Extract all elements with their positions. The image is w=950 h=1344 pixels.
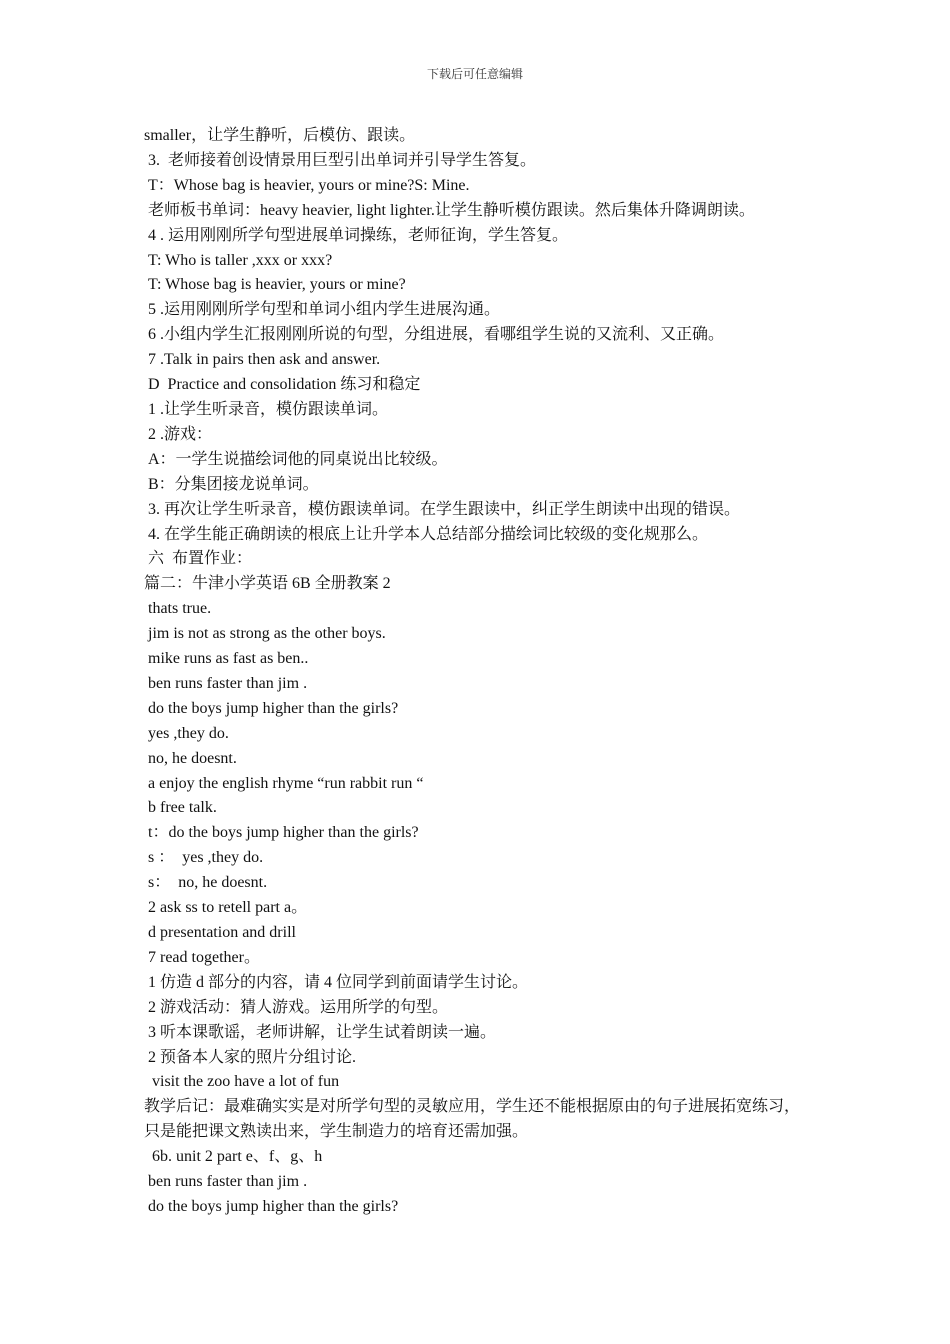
text-line: visit the zoo have a lot of fun	[144, 1073, 340, 1091]
section-heading: D Practice and consolidation 练习和稳定	[144, 376, 421, 394]
text-line: T: Whose bag is heavier, yours or mine?	[144, 276, 406, 294]
section-heading: 篇二：牛津小学英语 6B 全册教案 2	[144, 575, 391, 593]
text-line: a enjoy the english rhyme “run rabbit run “	[144, 774, 424, 792]
text-line: yes ,they do.	[144, 724, 229, 742]
text-line: 3 听本课歌谣，老师讲解，让学生试着朗读一遍。	[144, 1023, 497, 1041]
text-line: 3. 老师接着创设情景用巨型引出单词并引导学生答复。	[144, 151, 537, 169]
text-line: do the boys jump higher than the girls?	[144, 699, 399, 717]
text-line: 4 . 运用刚刚所学句型进展单词操练，老师征询，学生答复。	[144, 226, 569, 244]
text-line: ben runs faster than jim .	[144, 1173, 308, 1191]
teaching-reflection-paragraph: 教学后记：最难确实实是对所学句型的灵敏应用，学生还不能根据原由的句子进展拓宽练习，只是能把课文熟读出来，学生制造力的培育还需加强。	[144, 1098, 801, 1141]
text-line: s ： yes ,they do.	[144, 849, 264, 867]
text-line: 1 .让学生听录音，模仿跟读单词。	[144, 400, 389, 418]
text-line: mike runs as fast as ben..	[144, 650, 309, 668]
text-line: 3. 再次让学生听录音，模仿跟读单词。在学生跟读中，纠正学生朗读中出现的错误。	[144, 500, 741, 518]
text-line: smaller，让学生静听，后模仿、跟读。	[144, 127, 416, 144]
section-heading: 六 布置作业：	[144, 550, 253, 568]
text-line: no, he doesnt.	[144, 749, 237, 767]
text-line: ben runs faster than jim .	[144, 674, 308, 692]
text-line: 1 仿造 d 部分的内容，请 4 位同学到前面请学生讨论。	[144, 973, 529, 991]
text-line: 4. 在学生能正确朗读的根底上让升学本人总结部分描绘词比较级的变化规那么。	[144, 525, 709, 543]
text-line: jim is not as strong as the other boys.	[144, 625, 386, 643]
text-line: d presentation and drill	[144, 924, 296, 941]
text-line: 6 .小组内学生汇报刚刚所说的句型，分组进展，看哪组学生说的又流利、又正确。	[144, 326, 725, 344]
text-line: A：一学生说描绘词他的同桌说出比较级。	[144, 450, 448, 468]
text-line: B：分集团接龙说单词。	[144, 475, 319, 493]
text-line: thats true.	[144, 600, 212, 618]
text-line: T: Who is taller ,xxx or xxx?	[144, 251, 333, 269]
text-line: do the boys jump higher than the girls?	[144, 1197, 399, 1215]
text-line: 7 read together。	[144, 948, 260, 966]
text-line: s： no, he doesnt.	[144, 874, 268, 892]
text-line: 2 预备本人家的照片分组讨论.	[144, 1048, 357, 1066]
text-line: 2 ask ss to retell part a。	[144, 899, 308, 917]
text-line: 2 .游戏：	[144, 425, 213, 443]
page-header: 下载后可任意编辑	[426, 67, 523, 81]
text-line: 2 游戏活动：猜人游戏。运用所学的句型。	[144, 998, 449, 1016]
text-line: T：Whose bag is heavier, yours or mine?S: Mine.	[144, 176, 470, 194]
text-line: 7 .Talk in pairs then ask and answer.	[144, 351, 381, 369]
text-line: t：do the boys jump higher than the girls?	[144, 824, 419, 842]
text-line: b free talk.	[144, 799, 217, 817]
document-body	[144, 124, 814, 1220]
section-heading: 6b. unit 2 part e、f、g、h	[144, 1148, 323, 1166]
text-line: 老师板书单词：heavy heavier, light lighter.让学生静听模仿跟读。然后集体升降调朗读。	[144, 201, 755, 219]
text-line: 5 .运用刚刚所学句型和单词小组内学生进展沟通。	[144, 301, 501, 319]
